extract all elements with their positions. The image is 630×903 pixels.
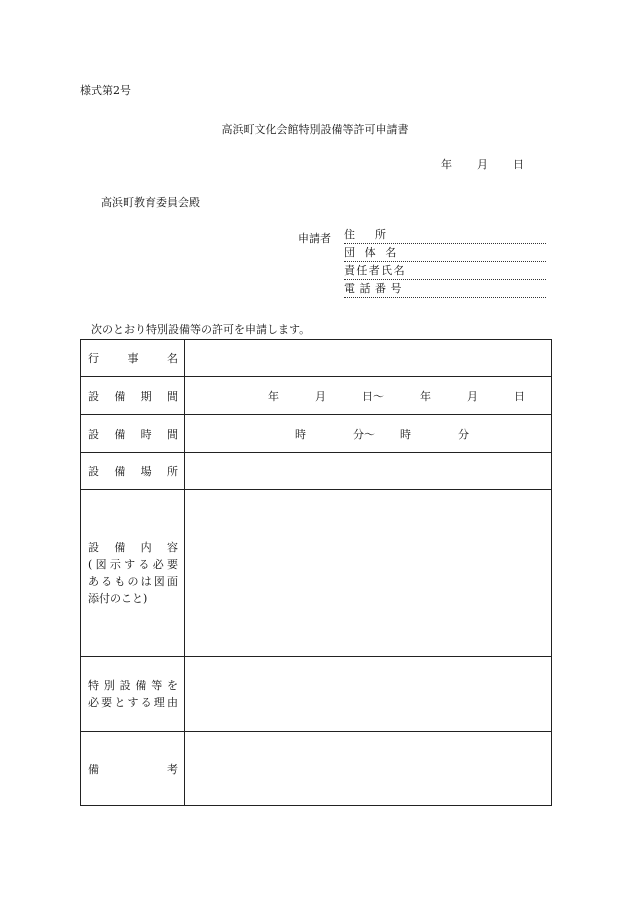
period-day-2: 日 [514, 389, 525, 403]
table-row-reason [81, 657, 552, 732]
organization-name-label: 団 体 名 [344, 246, 397, 259]
content-label-cell [81, 490, 185, 657]
date-month: 月 [477, 158, 488, 171]
table-row-remarks [81, 732, 552, 806]
content-label-line-4: 添付のこと) [88, 592, 148, 605]
table-row-period [81, 377, 552, 415]
content-input[interactable] [185, 490, 552, 657]
event-name-label-cell [81, 340, 185, 377]
date-line [441, 156, 524, 172]
time-label: 設 備 時 間 [88, 427, 178, 441]
period-month-2: 月 [467, 389, 478, 403]
remarks-label: 備 考 [88, 762, 178, 776]
table-row-content [81, 490, 552, 657]
address-label: 住 所 [344, 228, 386, 241]
table-row-time [81, 415, 552, 453]
time-minute-1: 分〜 [353, 427, 375, 441]
time-label-cell [81, 415, 185, 453]
table-row-place [81, 453, 552, 490]
responsible-person-field[interactable] [344, 265, 546, 280]
period-year-1: 年 [268, 389, 279, 403]
date-day: 日 [513, 158, 524, 171]
intro-text: 次のとおり特別設備等の許可を申請します。 [91, 323, 311, 336]
form-number: 様式第2号 [80, 84, 131, 97]
content-label [81, 539, 184, 607]
date-year: 年 [441, 158, 452, 171]
content-label-line-2: ( 図 示 す る 必 要 [88, 558, 178, 571]
reason-label-cell [81, 657, 185, 732]
address-field[interactable] [344, 229, 546, 244]
remarks-label-cell [81, 732, 185, 806]
reason-input[interactable] [185, 657, 552, 732]
phone-number-field[interactable] [344, 283, 546, 298]
period-label: 設 備 期 間 [88, 389, 178, 403]
event-name-input[interactable] [185, 340, 552, 377]
table-row-event [81, 340, 552, 377]
period-label-cell [81, 377, 185, 415]
application-table [80, 339, 552, 806]
place-input[interactable] [185, 453, 552, 490]
time-hour-1: 時 [295, 427, 306, 441]
event-name-label: 行 事 名 [88, 352, 178, 365]
time-minute-2: 分 [458, 427, 469, 441]
place-label-cell [81, 453, 185, 490]
reason-label-line-1: 特 別 設 備 等 を [88, 679, 178, 692]
period-month-1: 月 [315, 389, 326, 403]
period-year-2: 年 [420, 389, 431, 403]
content-label-line-1: 設 備 内 容 [88, 541, 178, 554]
responsible-person-label: 責 任 者 氏 名 [344, 264, 405, 277]
remarks-input[interactable] [185, 732, 552, 806]
content-label-line-3: あ る も の は 図 面 [88, 575, 178, 588]
organization-name-field[interactable] [344, 247, 546, 262]
place-label: 設 備 場 所 [88, 465, 178, 478]
reason-label-line-2: 必 要 と す る 理 由 [88, 696, 178, 709]
reason-label [81, 677, 184, 711]
time-hour-2: 時 [400, 427, 411, 441]
addressee: 高浜町教育委員会殿 [101, 196, 200, 209]
time-input[interactable] [185, 415, 552, 453]
phone-number-label: 電 話 番 号 [344, 282, 402, 295]
period-day-1: 日〜 [362, 389, 384, 403]
period-input[interactable] [185, 377, 552, 415]
document-title: 高浜町文化会館特別設備等許可申請書 [221, 123, 409, 136]
applicant-label: 申請者 [298, 232, 331, 245]
